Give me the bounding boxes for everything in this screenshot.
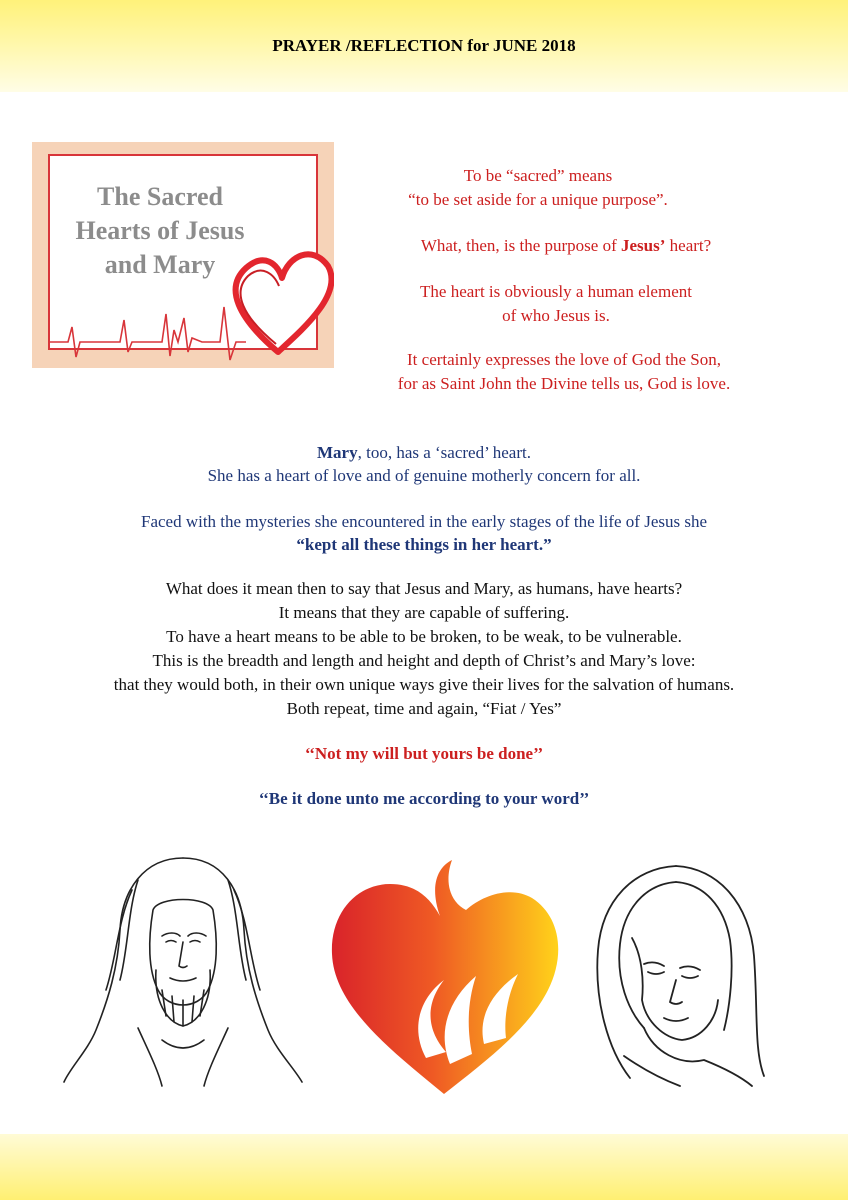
reflection-text: What, then, is the purpose of (420, 236, 621, 255)
footer-band (0, 1134, 848, 1200)
body-line: It means that they are capable of suffering. (278, 603, 570, 622)
body-line: What does it mean then to say that Jesus and Mary, as humans, have hearts? (165, 579, 683, 598)
reflection-line: for as Saint John the Divine tells us, God is love. (397, 374, 731, 393)
mary-quote: ‘‘Be it done unto me according to your word’’ (258, 789, 590, 808)
mary-text: , too, has a ‘sacred’ heart. (357, 443, 531, 462)
mary-line: Faced with the mysteries she encountered in the early stages of the life of Jesus she (140, 512, 708, 531)
heartbeat-heart-icon (32, 142, 334, 368)
reflection-line: It certainly expresses the love of God the Son, (407, 350, 721, 369)
reflection-bold-text: Jesus’ (621, 236, 666, 255)
jesus-quote: ‘‘Not my will but yours be done’’ (304, 744, 544, 763)
body-line: To have a heart means to be able to be broken, to be weak, to be vulnerable. (166, 627, 682, 646)
banner-title-line: The Sacred (97, 182, 223, 211)
banner-title-line: and Mary (104, 250, 216, 279)
sacred-hearts-banner (32, 142, 334, 368)
page-title: PRAYER /REFLECTION for JUNE 2018 (272, 36, 576, 55)
reflection-line: To be “sacred” means (463, 166, 613, 185)
mary-bold-text: Mary (317, 443, 358, 462)
body-line: This is the breadth and length and height and depth of Christ’s and Mary’s love: (152, 651, 696, 670)
banner-title-line: Hearts of Jesus (75, 216, 245, 245)
mary-line (0, 443, 848, 463)
reflection-line (378, 236, 754, 256)
body-line: Both repeat, time and again, “Fiat / Yes” (286, 699, 562, 718)
reflection-line: of who Jesus is. (502, 306, 610, 325)
reflection-line: “to be set aside for a unique purpose”. (408, 190, 668, 209)
mary-portrait-icon (584, 860, 774, 1090)
jesus-portrait-icon (58, 850, 308, 1090)
mary-quote-line: “kept all these things in her heart.” (296, 535, 552, 554)
reflection-line: The heart is obviously a human element (420, 282, 692, 301)
flaming-heart-icon (326, 858, 566, 1098)
reflection-text: heart? (665, 236, 712, 255)
mary-line: She has a heart of love and of genuine motherly concern for all. (207, 466, 641, 485)
body-line: that they would both, in their own unique ways give their lives for the salvation of humans. (113, 675, 735, 694)
